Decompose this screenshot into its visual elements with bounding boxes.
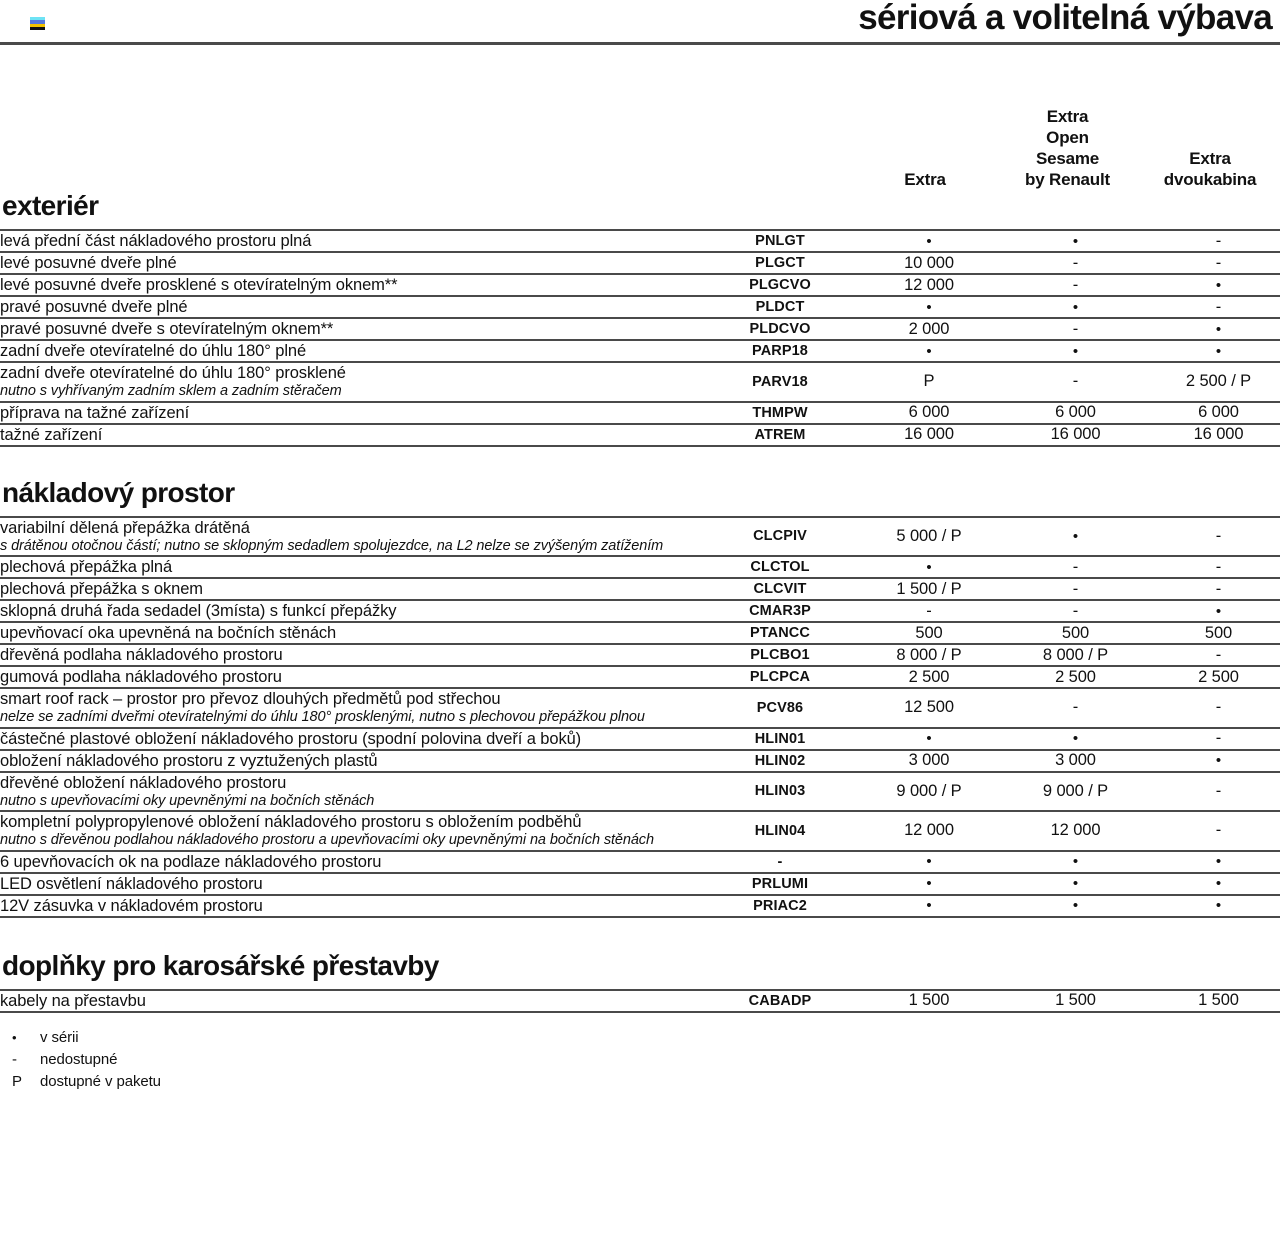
row-label: zadní dveře otevíratelné do úhlu 180° plné bbox=[0, 342, 307, 360]
row-note: nutno s dřevěnou podlahou nákladového prostoru a upevňovacími oky upevněnými na bočních stěnách bbox=[0, 832, 654, 848]
row-code: PRLUMI bbox=[705, 873, 855, 895]
row-value-extra-open-sesame: 12 000 bbox=[1003, 811, 1148, 851]
row-value-extra-dvoukabina bbox=[1148, 274, 1280, 296]
row-label: částečné plastové obložení nákladového prostoru (spodní polovina dveří a boků) bbox=[0, 729, 582, 748]
row-value-extra bbox=[855, 895, 1003, 917]
row-value-extra: 12 000 bbox=[855, 811, 1003, 851]
row-label: levá přední část nákladového prostoru plná bbox=[0, 232, 312, 250]
row-code: HLIN04 bbox=[705, 811, 855, 851]
table-row bbox=[0, 402, 1280, 424]
row-value-extra-dvoukabina bbox=[1148, 318, 1280, 340]
row-value-extra bbox=[855, 340, 1003, 362]
row-label-cell bbox=[0, 296, 705, 318]
table-row bbox=[0, 644, 1280, 666]
row-value-extra-dvoukabina bbox=[1148, 873, 1280, 895]
page-title: sériová a volitelná výbava bbox=[858, 0, 1272, 37]
table-row bbox=[0, 873, 1280, 895]
row-label: příprava na tažné zařízení bbox=[0, 403, 190, 422]
row-value-extra: 5 000 / P bbox=[855, 517, 1003, 557]
legend-text: v sérii bbox=[40, 1028, 79, 1046]
standard-dot-icon: • bbox=[1072, 730, 1079, 747]
standard-dot-icon: • bbox=[926, 298, 932, 316]
row-value-extra-open-sesame bbox=[1003, 296, 1148, 318]
row-label-cell bbox=[0, 230, 705, 252]
row-value-extra: 2 000 bbox=[855, 318, 1003, 340]
standard-dot-icon: • bbox=[1072, 853, 1079, 870]
row-label: zadní dveře otevíratelné do úhlu 180° prosklené bbox=[0, 364, 346, 382]
table-row bbox=[0, 252, 1280, 274]
row-value-extra: 500 bbox=[855, 622, 1003, 644]
row-label-cell bbox=[0, 556, 705, 578]
standard-dot-icon: • bbox=[926, 232, 932, 250]
row-label-cell bbox=[0, 728, 705, 750]
table-row bbox=[0, 728, 1280, 750]
row-value-extra-open-sesame: - bbox=[1003, 274, 1148, 296]
spec-table-doplnky-karosarske-prestavby bbox=[0, 989, 1280, 1013]
row-label: plechová přepážka s oknem bbox=[0, 580, 203, 598]
row-label: pravé posuvné dveře plné bbox=[0, 298, 188, 316]
row-value-extra-open-sesame: 2 500 bbox=[1003, 666, 1148, 688]
row-note: nutno s vyhřívaným zadním sklem a zadním stěračem bbox=[0, 383, 342, 399]
standard-dot-icon: • bbox=[1072, 897, 1079, 914]
standard-dot-icon: • bbox=[1215, 276, 1222, 294]
row-label-cell bbox=[0, 362, 705, 402]
standard-dot-icon: • bbox=[1215, 752, 1222, 769]
row-label: dřevěné obložení nákladového prostoru bbox=[0, 773, 287, 792]
table-row bbox=[0, 600, 1280, 622]
table-row bbox=[0, 990, 1280, 1012]
standard-dot-icon: • bbox=[926, 875, 932, 892]
row-code: PLGCT bbox=[705, 252, 855, 274]
standard-dot-icon: • bbox=[926, 730, 932, 747]
row-value-extra-open-sesame: - bbox=[1003, 556, 1148, 578]
table-row bbox=[0, 296, 1280, 318]
row-value-extra-open-sesame: 500 bbox=[1003, 622, 1148, 644]
row-code: PLCPCA bbox=[705, 666, 855, 688]
row-label-cell bbox=[0, 688, 705, 728]
row-label: levé posuvné dveře plné bbox=[0, 254, 177, 272]
row-value-extra-open-sesame: - bbox=[1003, 318, 1148, 340]
row-value-extra-open-sesame: 8 000 / P bbox=[1003, 644, 1148, 666]
row-value-extra-open-sesame bbox=[1003, 728, 1148, 750]
standard-dot-icon: • bbox=[1215, 320, 1222, 338]
brand-stripes-icon bbox=[30, 17, 45, 30]
row-note: nelze se zadními dveřmi otevíratelnými do úhlu 180° prosklenými, nutno s plechovou přepážkou plnou bbox=[0, 709, 645, 725]
table-row bbox=[0, 851, 1280, 873]
row-code: - bbox=[705, 851, 855, 873]
row-value-extra-open-sesame: - bbox=[1003, 252, 1148, 274]
row-label-cell bbox=[0, 851, 705, 873]
standard-dot-icon: • bbox=[926, 853, 932, 870]
row-value-extra bbox=[855, 230, 1003, 252]
row-label: levé posuvné dveře prosklené s otevíratelným oknem** bbox=[0, 276, 398, 294]
row-label-cell bbox=[0, 600, 705, 622]
row-value-extra: 10 000 bbox=[855, 252, 1003, 274]
row-value-extra: 12 000 bbox=[855, 274, 1003, 296]
standard-dot-icon: • bbox=[1215, 897, 1222, 914]
row-label: dřevěná podlaha nákladového prostoru bbox=[0, 646, 283, 664]
table-row bbox=[0, 362, 1280, 402]
row-label-cell bbox=[0, 772, 705, 812]
row-value-extra-dvoukabina bbox=[1148, 895, 1280, 917]
row-label-cell bbox=[0, 873, 705, 895]
row-code: PRIAC2 bbox=[705, 895, 855, 917]
row-value-extra-open-sesame: 16 000 bbox=[1003, 424, 1148, 446]
row-label-cell bbox=[0, 895, 705, 917]
row-value-extra-open-sesame: 1 500 bbox=[1003, 990, 1148, 1012]
row-label: 12V zásuvka v nákladovém prostoru bbox=[0, 896, 263, 915]
row-value-extra: 12 500 bbox=[855, 688, 1003, 728]
row-value-extra bbox=[855, 873, 1003, 895]
legend-symbol: - bbox=[12, 1050, 17, 1068]
row-value-extra: 16 000 bbox=[855, 424, 1003, 446]
row-note: nutno s upevňovacími oky upevněnými na bočních stěnách bbox=[0, 792, 375, 809]
spec-sections bbox=[0, 190, 1280, 1013]
row-label: obložení nákladového prostoru z vyztužených plastů bbox=[0, 751, 378, 770]
column-headers bbox=[0, 45, 1280, 190]
row-code: PTANCC bbox=[705, 622, 855, 644]
table-row bbox=[0, 622, 1280, 644]
row-code: CLCVIT bbox=[705, 578, 855, 600]
row-value-extra-dvoukabina: 1 500 bbox=[1148, 990, 1280, 1012]
row-value-extra-dvoukabina: 16 000 bbox=[1148, 424, 1280, 446]
row-value-extra-dvoukabina: 500 bbox=[1148, 622, 1280, 644]
row-label-cell bbox=[0, 578, 705, 600]
standard-dot-icon: • bbox=[1072, 527, 1079, 545]
row-value-extra-dvoukabina: - bbox=[1148, 230, 1280, 252]
table-row bbox=[0, 772, 1280, 812]
row-value-extra-open-sesame: - bbox=[1003, 688, 1148, 728]
row-code: HLIN03 bbox=[705, 772, 855, 812]
row-label-cell bbox=[0, 402, 705, 424]
row-code: PARV18 bbox=[705, 362, 855, 402]
legend-item bbox=[12, 1027, 1280, 1049]
row-code: CMAR3P bbox=[705, 600, 855, 622]
row-value-extra-open-sesame: - bbox=[1003, 578, 1148, 600]
row-value-extra-dvoukabina: - bbox=[1148, 296, 1280, 318]
row-value-extra-dvoukabina: - bbox=[1148, 772, 1280, 812]
row-code: PLGCVO bbox=[705, 274, 855, 296]
row-value-extra-dvoukabina: - bbox=[1148, 517, 1280, 557]
row-label: smart roof rack – prostor pro převoz dlouhých předmětů pod střechou bbox=[0, 690, 501, 708]
row-value-extra: 6 000 bbox=[855, 402, 1003, 424]
row-value-extra-open-sesame bbox=[1003, 873, 1148, 895]
section-title-exterier: exteriér bbox=[2, 190, 99, 221]
column-header-extra-open-sesame: Extra Open Sesame by Renault bbox=[1025, 107, 1110, 189]
section-title-nakladovy-prostor: nákladový prostor bbox=[2, 476, 235, 508]
row-value-extra: 9 000 / P bbox=[855, 772, 1003, 812]
row-value-extra-open-sesame bbox=[1003, 895, 1148, 917]
standard-dot-icon: • bbox=[1072, 298, 1079, 316]
row-label-cell bbox=[0, 424, 705, 446]
row-code: PARP18 bbox=[705, 340, 855, 362]
legend-item bbox=[12, 1071, 1280, 1093]
column-header-extra-dvoukabina: Extra dvoukabina bbox=[1163, 149, 1257, 189]
row-value-extra: - bbox=[855, 600, 1003, 622]
row-code: PNLGT bbox=[705, 230, 855, 252]
row-label: variabilní dělená přepážka drátěná bbox=[0, 518, 250, 537]
row-code: PLDCVO bbox=[705, 318, 855, 340]
standard-dot-icon: • bbox=[1072, 342, 1079, 360]
row-label: kompletní polypropylenové obložení nákladového prostoru s obložením podběhů bbox=[0, 813, 582, 831]
row-value-extra-open-sesame: 9 000 / P bbox=[1003, 772, 1148, 812]
row-value-extra-dvoukabina: - bbox=[1148, 556, 1280, 578]
row-label-cell bbox=[0, 340, 705, 362]
table-row bbox=[0, 556, 1280, 578]
standard-dot-icon: • bbox=[1215, 602, 1222, 620]
row-value-extra: 3 000 bbox=[855, 750, 1003, 772]
table-row bbox=[0, 811, 1280, 851]
row-value-extra-dvoukabina: - bbox=[1148, 728, 1280, 750]
spec-table-nakladovy-prostor bbox=[0, 516, 1280, 918]
row-code: ATREM bbox=[705, 424, 855, 446]
row-label-cell bbox=[0, 517, 705, 557]
row-value-extra-open-sesame bbox=[1003, 851, 1148, 873]
row-value-extra-dvoukabina: - bbox=[1148, 252, 1280, 274]
table-row bbox=[0, 318, 1280, 340]
row-value-extra-open-sesame: - bbox=[1003, 362, 1148, 402]
row-value-extra: 1 500 / P bbox=[855, 578, 1003, 600]
row-value-extra-dvoukabina bbox=[1148, 851, 1280, 873]
row-value-extra-open-sesame: 6 000 bbox=[1003, 402, 1148, 424]
table-row bbox=[0, 230, 1280, 252]
section-title-doplnky-karosarske-prestavby: doplňky pro karosářské přestavby bbox=[2, 949, 439, 981]
legend-text: nedostupné bbox=[40, 1050, 118, 1068]
table-row bbox=[0, 750, 1280, 772]
row-value-extra bbox=[855, 296, 1003, 318]
row-label: 6 upevňovacích ok na podlaze nákladového prostoru bbox=[0, 852, 382, 871]
row-value-extra bbox=[855, 728, 1003, 750]
standard-dot-icon: • bbox=[926, 897, 932, 914]
table-row bbox=[0, 517, 1280, 557]
row-label: LED osvětlení nákladového prostoru bbox=[0, 874, 263, 893]
row-label-cell bbox=[0, 622, 705, 644]
row-value-extra-dvoukabina: 6 000 bbox=[1148, 402, 1280, 424]
legend-symbol: P bbox=[12, 1072, 22, 1090]
row-label: upevňovací oka upevněná na bočních stěnách bbox=[0, 624, 337, 642]
row-value-extra-dvoukabina bbox=[1148, 340, 1280, 362]
row-value-extra bbox=[855, 556, 1003, 578]
table-row bbox=[0, 340, 1280, 362]
standard-dot-icon: • bbox=[1072, 232, 1079, 250]
row-value-extra-open-sesame: - bbox=[1003, 600, 1148, 622]
row-value-extra: 2 500 bbox=[855, 666, 1003, 688]
row-value-extra-open-sesame bbox=[1003, 230, 1148, 252]
row-value-extra-dvoukabina bbox=[1148, 600, 1280, 622]
row-value-extra: 1 500 bbox=[855, 990, 1003, 1012]
row-note: s drátěnou otočnou částí; nutno se sklopným sedadlem spolujezdce, na L2 nelze se zvýšeným zatížením bbox=[0, 537, 664, 554]
row-label-cell bbox=[0, 990, 705, 1012]
row-value-extra: 8 000 / P bbox=[855, 644, 1003, 666]
table-row bbox=[0, 895, 1280, 917]
row-value-extra-dvoukabina: - bbox=[1148, 578, 1280, 600]
legend-item bbox=[12, 1049, 1280, 1071]
table-row bbox=[0, 424, 1280, 446]
row-value-extra-dvoukabina: 2 500 / P bbox=[1148, 362, 1280, 402]
row-label-cell bbox=[0, 644, 705, 666]
row-label-cell bbox=[0, 274, 705, 296]
row-value-extra-dvoukabina: - bbox=[1148, 811, 1280, 851]
row-label-cell bbox=[0, 318, 705, 340]
row-label: gumová podlaha nákladového prostoru bbox=[0, 668, 282, 686]
row-value-extra-open-sesame: 3 000 bbox=[1003, 750, 1148, 772]
row-label-cell bbox=[0, 750, 705, 772]
page-header bbox=[0, 0, 1280, 45]
legend bbox=[0, 1027, 1280, 1093]
row-code: PCV86 bbox=[705, 688, 855, 728]
row-label: tažné zařízení bbox=[0, 425, 103, 444]
row-value-extra-open-sesame bbox=[1003, 340, 1148, 362]
table-row bbox=[0, 688, 1280, 728]
table-row bbox=[0, 274, 1280, 296]
row-code: HLIN01 bbox=[705, 728, 855, 750]
row-label-cell bbox=[0, 811, 705, 851]
row-code: CLCPIV bbox=[705, 517, 855, 557]
row-value-extra-dvoukabina bbox=[1148, 750, 1280, 772]
row-code: PLDCT bbox=[705, 296, 855, 318]
row-label: pravé posuvné dveře s otevíratelným oknem** bbox=[0, 320, 334, 338]
column-header-extra: Extra bbox=[904, 170, 946, 189]
standard-dot-icon: • bbox=[1215, 853, 1222, 870]
row-value-extra-dvoukabina: - bbox=[1148, 688, 1280, 728]
row-value-extra-dvoukabina: 2 500 bbox=[1148, 666, 1280, 688]
standard-dot-icon: • bbox=[926, 342, 932, 360]
row-code: HLIN02 bbox=[705, 750, 855, 772]
row-code: THMPW bbox=[705, 402, 855, 424]
standard-dot-icon: • bbox=[1215, 342, 1222, 360]
standard-dot-icon: • bbox=[1215, 875, 1222, 892]
row-label-cell bbox=[0, 252, 705, 274]
spec-table-exterier bbox=[0, 229, 1280, 447]
table-row bbox=[0, 666, 1280, 688]
row-label: kabely na přestavbu bbox=[0, 991, 146, 1010]
row-label: plechová přepážka plná bbox=[0, 558, 173, 576]
row-value-extra-open-sesame bbox=[1003, 517, 1148, 557]
row-value-extra: P bbox=[855, 362, 1003, 402]
row-label-cell bbox=[0, 666, 705, 688]
row-code: CABADP bbox=[705, 990, 855, 1012]
legend-symbol: • bbox=[12, 1029, 17, 1045]
table-row bbox=[0, 578, 1280, 600]
row-code: PLCBO1 bbox=[705, 644, 855, 666]
standard-dot-icon: • bbox=[1072, 875, 1079, 892]
standard-dot-icon: • bbox=[926, 558, 932, 576]
row-value-extra-dvoukabina: - bbox=[1148, 644, 1280, 666]
row-code: CLCTOL bbox=[705, 556, 855, 578]
legend-text: dostupné v paketu bbox=[40, 1072, 161, 1090]
row-label: sklopná druhá řada sedadel (3místa) s funkcí přepážky bbox=[0, 602, 397, 620]
row-value-extra bbox=[855, 851, 1003, 873]
